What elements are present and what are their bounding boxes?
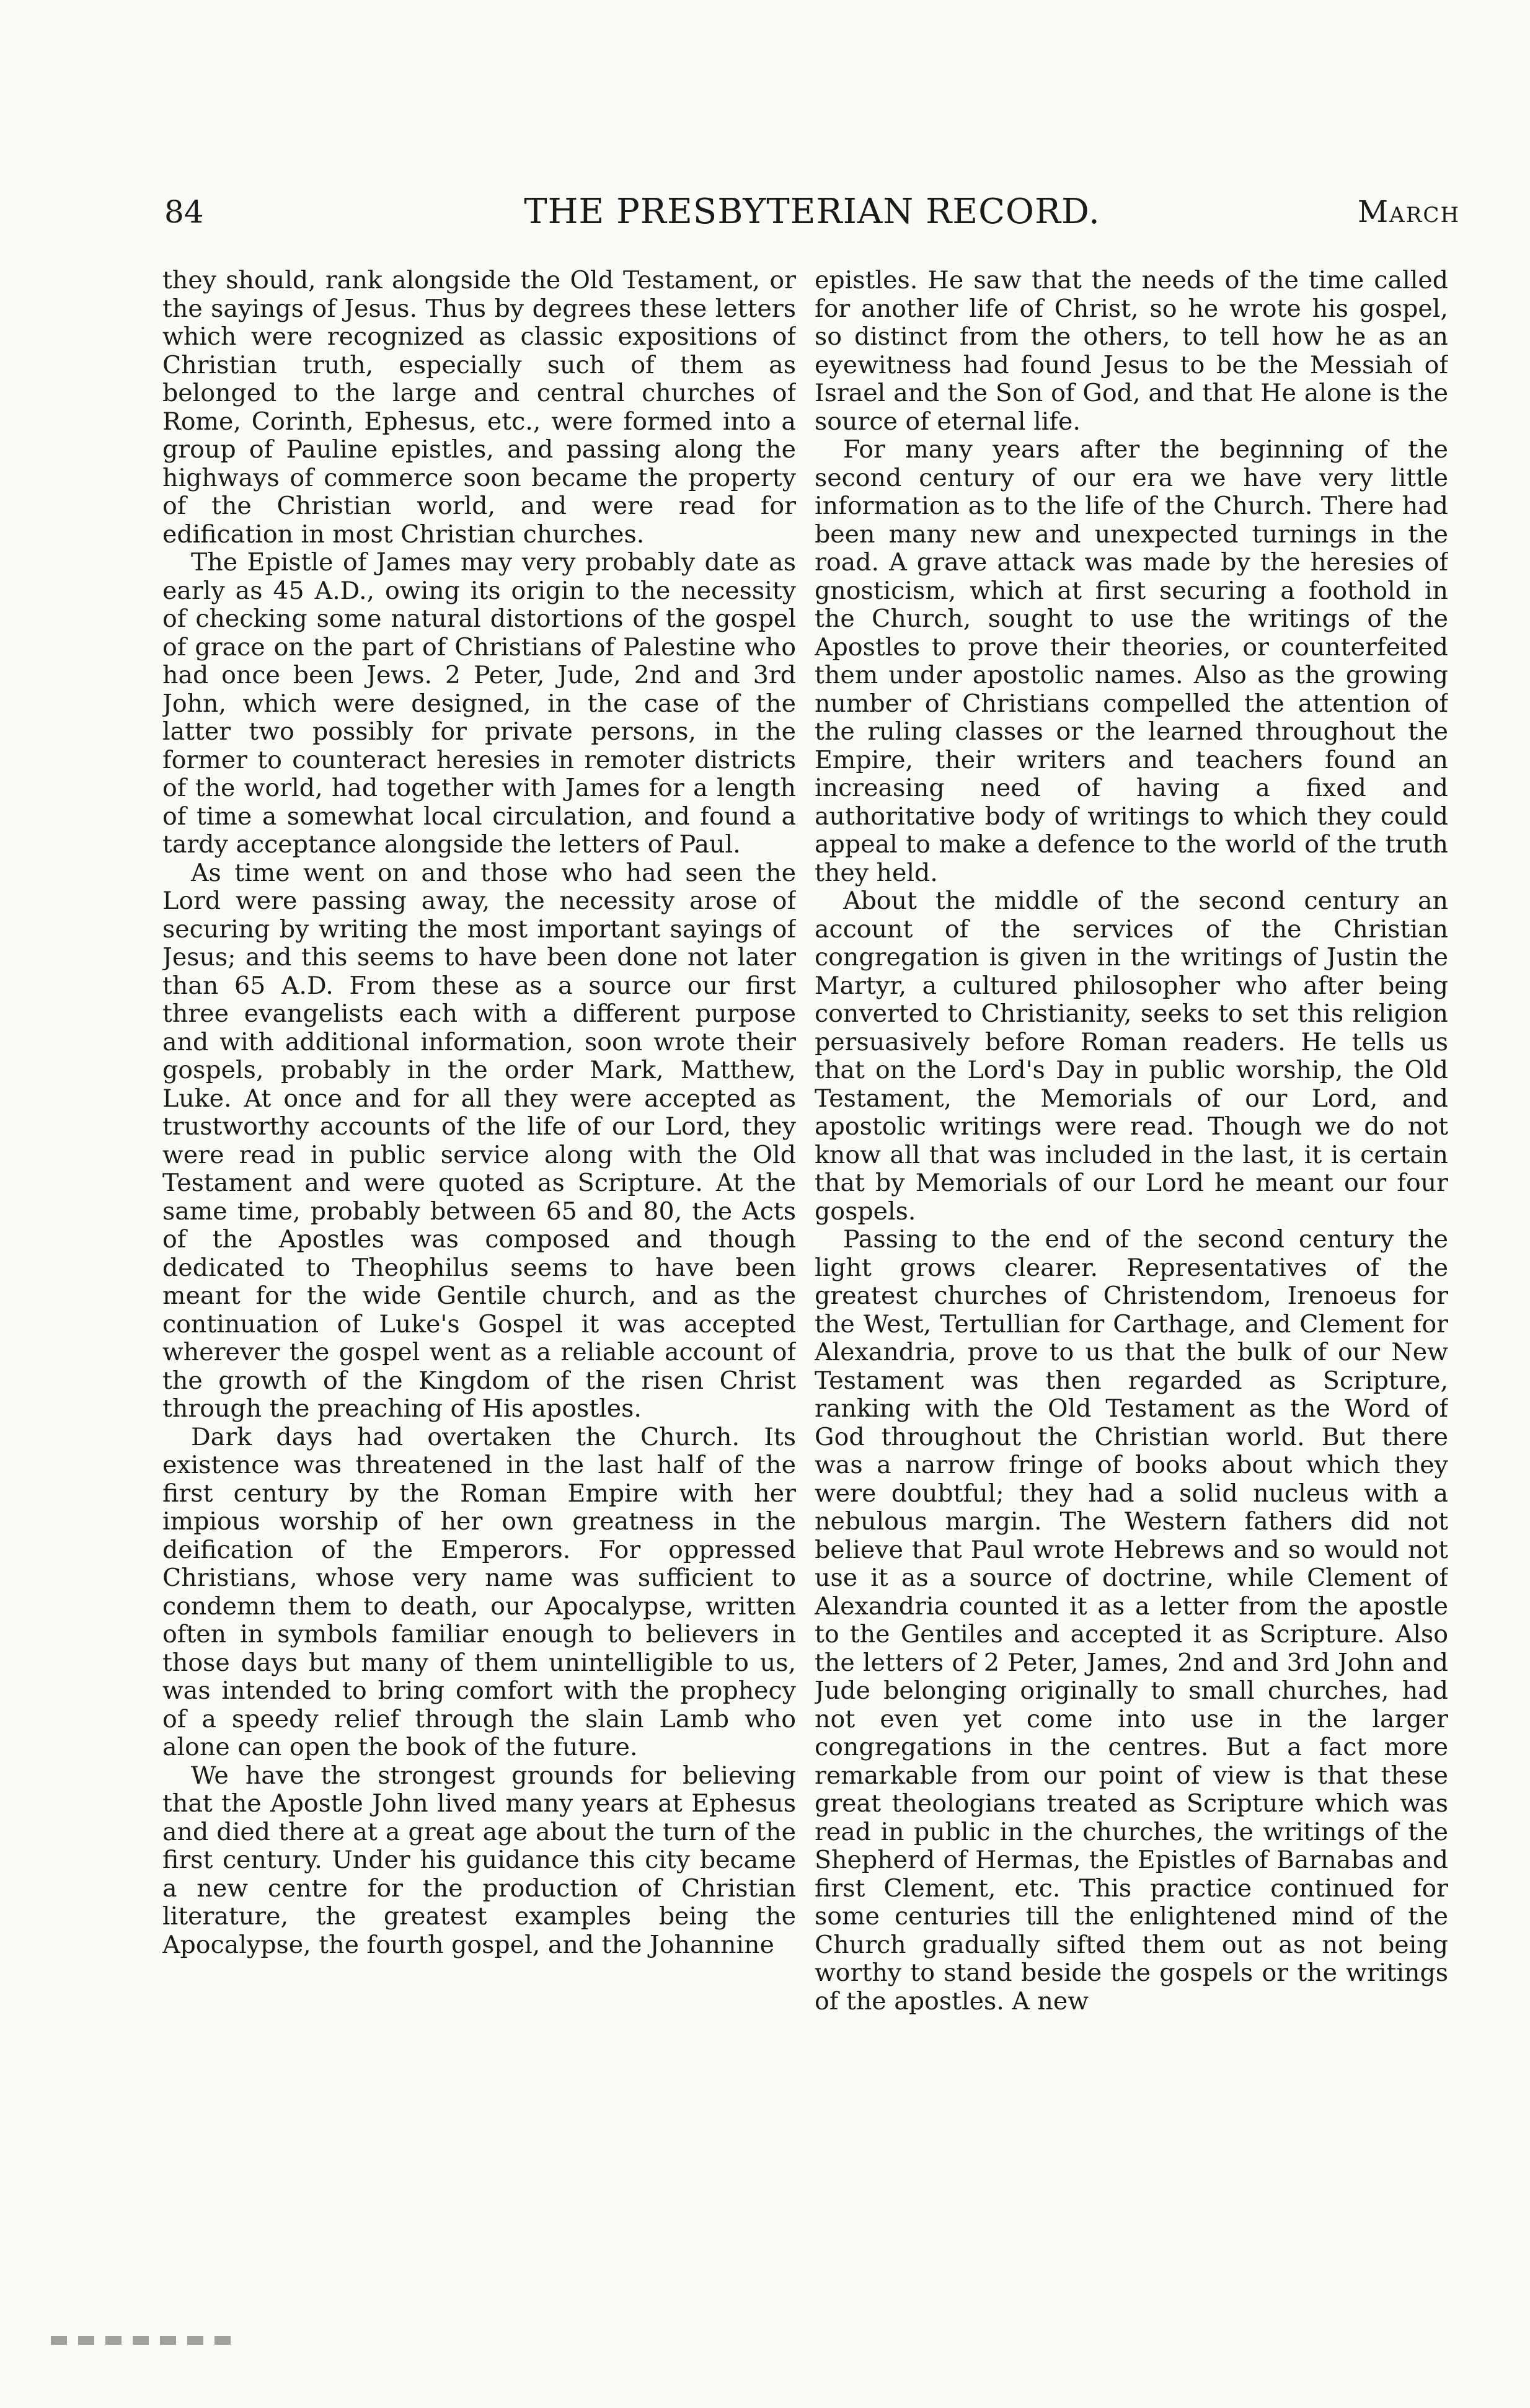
paragraph: epistles. He saw that the needs of the time called for another life of Christ, so he wrote his gospel, so distinct from the others, to tell how he as an eyewitness had found Jesus to be the Messiah of Israel and the Son of God, and that He alone is the source of eternal life. bbox=[815, 267, 1448, 436]
page-number: 84 bbox=[164, 194, 204, 230]
paragraph: Passing to the end of the second century the light grows clearer. Representatives of the greatest churches of Christendom, Irenoeus for the West, Tertullian for Carthage, and Clement for Alexandria, prove to us that the bulk of our New Testament was then regarded as Scripture, ranking with the Old Testament as the Word of God throughout the Christian world. But there was a narrow fringe of books about which they were doubtful; they had a solid nucleus with a nebulous margin. The Western fathers did not believe that Paul wrote Hebrews and so would not use it as a source of doctrine, while Clement of Alexandria counted it as a letter from the apostle to the Gentiles and accepted it as Scripture. Also the letters of 2 Peter, James, 2nd and 3rd John and Jude belonging originally to small churches, had not even yet come into use in the larger congregations in the centres. But a fact more remarkable from our point of view is that these great theologians treated as Scripture which was read in public in the churches, the writings of the Shepherd of Hermas, the Epistles of Barnabas and first Clement, etc. This practice continued for some centuries till the enlightened mind of the Church gradually sifted them out as not being worthy to stand beside the gospels or the writings of the apostles. A new bbox=[815, 1225, 1448, 2016]
issue-month: March bbox=[1358, 195, 1460, 229]
paragraph: As time went on and those who had seen the Lord were passing away, the necessity arose of securing by writing the most important sayings of Jesus; and this seems to have been done not later than 65 A.D. From these as a source our first three evangelists each with a different purpose and with additional information, soon wrote their gospels, probably in the order Mark, Matthew, Luke. At once and for all they were accepted as trustworthy accounts of the life of our Lord, they were read in public service along with the Old Testament and were quoted as Scripture. At the same time, probably between 65 and 80, the Acts of the Apostles was composed and though dedicated to Theophilus seems to have been meant for the wide Gentile church, and as the continuation of Luke's Gospel it was accepted wherever the gospel went as a reliable account of the growth of the Kingdom of the risen Christ through the preaching of His apostles. bbox=[162, 858, 796, 1423]
paragraph: Dark days had overtaken the Church. Its existence was threatened in the last half of the first century by the Roman Empire with her impious worship of her own greatness in the deification of the Emperors. For oppressed Christians, whose very name was sufficient to condemn them to death, our Apocalypse, written often in symbols familiar enough to believers in those days but many of them unintelligible to us, was intended to bring comfort with the prophecy of a speedy relief through the slain Lamb who alone can open the book of the future. bbox=[162, 1422, 796, 1761]
paragraph: The Epistle of James may very probably date as early as 45 A.D., owing its origin to the necessity of checking some natural distortions of the gospel of grace on the part of Christians of Palestine who had once been Jews. 2 Peter, Jude, 2nd and 3rd John, which were designed, in the case of the latter two possibly for private persons, in the former to counteract heresies in remoter districts of the world, had together with James for a length of time a somewhat local circulation, and found a tardy acceptance alongside the letters of Paul. bbox=[162, 548, 796, 859]
paragraph: About the middle of the second century an account of the services of the Christian congregation is given in the writings of Justin the Martyr, a cultured philosopher who after being converted to Christianity, seeks to set this religion persuasively before Roman readers. He tells us that on the Lord's Day in public worship, the Old Testament, the Memorials of our Lord, and apostolic writings were read. Though we do not know all that was included in the last, it is certain that by Memorials of our Lord he meant our four gospels. bbox=[815, 887, 1448, 1226]
paragraph: We have the strongest grounds for believing that the Apostle John lived many years at Ephesus and died there at a great age about the turn of the first century. Under his guidance this city became a new centre for the production of Christian literature, the greatest examples being the Apocalypse, the fourth gospel, and the Johannine bbox=[162, 1761, 796, 1959]
right-column bbox=[815, 267, 1448, 2356]
left-column bbox=[162, 267, 796, 2356]
page-header bbox=[164, 193, 1460, 231]
paragraph: For many years after the beginning of the second century of our era we have very little information as to the life of the Church. There had been many new and unexpected turnings in the road. A grave attack was made by the heresies of gnosticism, which at first securing a foothold in the Church, sought to use the writings of the Apostles to prove their theories, or counterfeited them under apostolic names. Also as the growing number of Christians compelled the attention of the ruling classes or the learned throughout the Empire, their writers and teachers found an increasing need of having a fixed and authoritative body of writings to which they could appeal to make a defence to the world of the truth they held. bbox=[815, 435, 1448, 887]
scan-artifact-dashes bbox=[51, 2336, 231, 2345]
paragraph: they should, rank alongside the Old Testament, or the sayings of Jesus. Thus by degrees these letters which were recognized as classic expositions of Christian truth, especially such of them as belonged to the large and central churches of Rome, Corinth, Ephesus, etc., were formed into a group of Pauline epistles, and passing along the highways of commerce soon became the property of the Christian world, and were read for edification in most Christian churches. bbox=[162, 267, 796, 549]
journal-title: THE PRESBYTERIAN RECORD. bbox=[524, 192, 1100, 232]
